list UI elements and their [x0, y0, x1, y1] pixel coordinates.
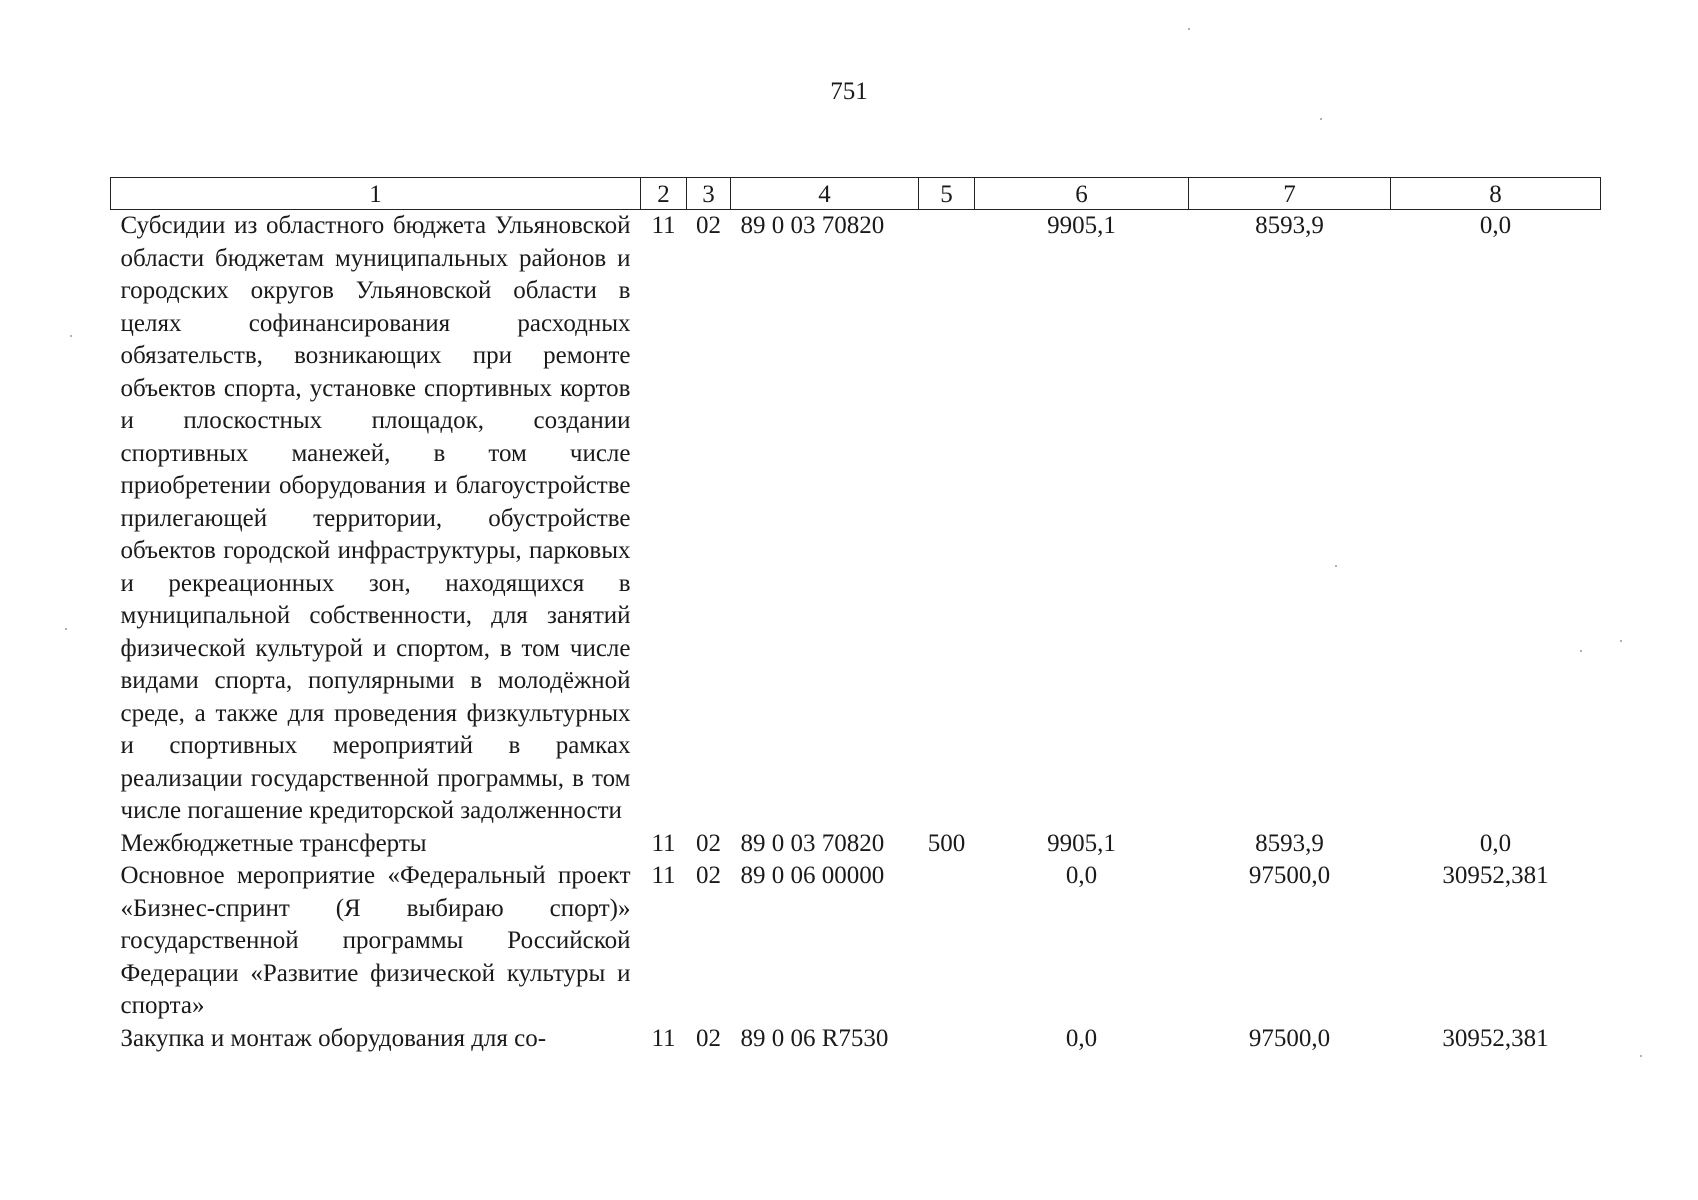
scan-speck: [1188, 28, 1190, 30]
row-section: 11: [651, 212, 676, 239]
header-col-2: 2: [641, 178, 687, 210]
row-amount-col8: 30952,381: [1442, 1024, 1549, 1052]
row-amount-col8: 0,0: [1479, 212, 1512, 239]
scan-speck: [1580, 650, 1582, 652]
scan-speck: [70, 335, 72, 337]
row-amount-col7: 8593,9: [1255, 212, 1324, 239]
scan-speck: [1620, 640, 1622, 642]
scan-speck: [1640, 1055, 1642, 1057]
table-row: [111, 828, 1601, 861]
scan-speck: [65, 628, 67, 630]
header-col-3: 3: [687, 178, 731, 210]
row-expense-type: [919, 860, 975, 1023]
row-amount-col8: 0,0: [1479, 829, 1512, 857]
row-section: 11: [651, 829, 676, 857]
row-section: 11: [651, 1024, 676, 1052]
header-col-8: 8: [1391, 178, 1601, 210]
row-subsection: 02: [696, 212, 721, 239]
table-header-row: [111, 178, 1601, 210]
row-amount-col6: 9905,1: [1047, 829, 1116, 857]
row-description: Основное мероприятие «Федеральный проект «Бизнес-спринт (Я выбираю спорт)» государственной программы Российской Федерации «Развитие физической культуры и спорта»: [120, 862, 631, 1019]
row-description: Межбюджетные трансферты: [120, 829, 427, 857]
header-col-5: 5: [919, 178, 975, 210]
row-amount-col6: 0,0: [1065, 862, 1098, 889]
scan-speck: [1335, 565, 1337, 567]
table-row: [111, 860, 1601, 1023]
row-expense-type: [919, 1023, 975, 1056]
table-row: [111, 1023, 1601, 1056]
row-amount-col7: 97500,0: [1248, 862, 1331, 889]
row-amount-col6: 9905,1: [1047, 212, 1116, 239]
row-section: 11: [651, 862, 676, 889]
header-col-6: 6: [975, 178, 1189, 210]
row-expense-type: [919, 210, 975, 828]
row-subsection: 02: [696, 862, 721, 889]
table-row: [111, 210, 1601, 828]
row-amount-col7: 8593,9: [1255, 829, 1324, 857]
scan-speck: [1320, 118, 1322, 120]
row-target-code: 89 0 06 00000: [740, 862, 885, 889]
row-target-code: 89 0 03 70820: [740, 212, 885, 239]
row-target-code: 89 0 06 R7530: [740, 1024, 889, 1052]
page-number: 751: [830, 78, 868, 105]
row-amount-col8: 30952,381: [1442, 862, 1549, 889]
header-col-7: 7: [1189, 178, 1391, 210]
row-description: Закупка и монтаж оборудования для со-: [120, 1024, 547, 1052]
header-col-1: 1: [111, 178, 641, 210]
row-amount-col6: 0,0: [1065, 1024, 1098, 1052]
header-col-4: 4: [731, 178, 919, 210]
row-amount-col7: 97500,0: [1248, 1024, 1331, 1052]
row-subsection: 02: [696, 829, 721, 857]
row-target-code: 89 0 03 70820: [740, 829, 885, 857]
row-description: Субсидии из областного бюджета Ульяновской области бюджетам муниципальных районов и городских округов Ульяновской области в целях софинансирования расходных обязательств, возникающих при ремонте объектов спорта, установке спортивных кортов и плоскостных площадок, создании спортивных манежей, в том числе приобретении оборудования и благоустройстве прилегающей территории, обустройстве объектов городской инфраструктуры, парковых и рекреационных зон, находящихся в муниципальной собственности, для занятий физической культурой и спортом, в том числе видами спорта, популярными в молодёжной среде, а также для проведения физкультурных и спортивных мероприятий в рамках реализации государственной программы, в том числе погашение кредиторской задолженности: [120, 212, 631, 824]
row-expense-type: 500: [927, 829, 966, 857]
row-subsection: 02: [696, 1024, 721, 1052]
budget-table: [110, 177, 1601, 1055]
